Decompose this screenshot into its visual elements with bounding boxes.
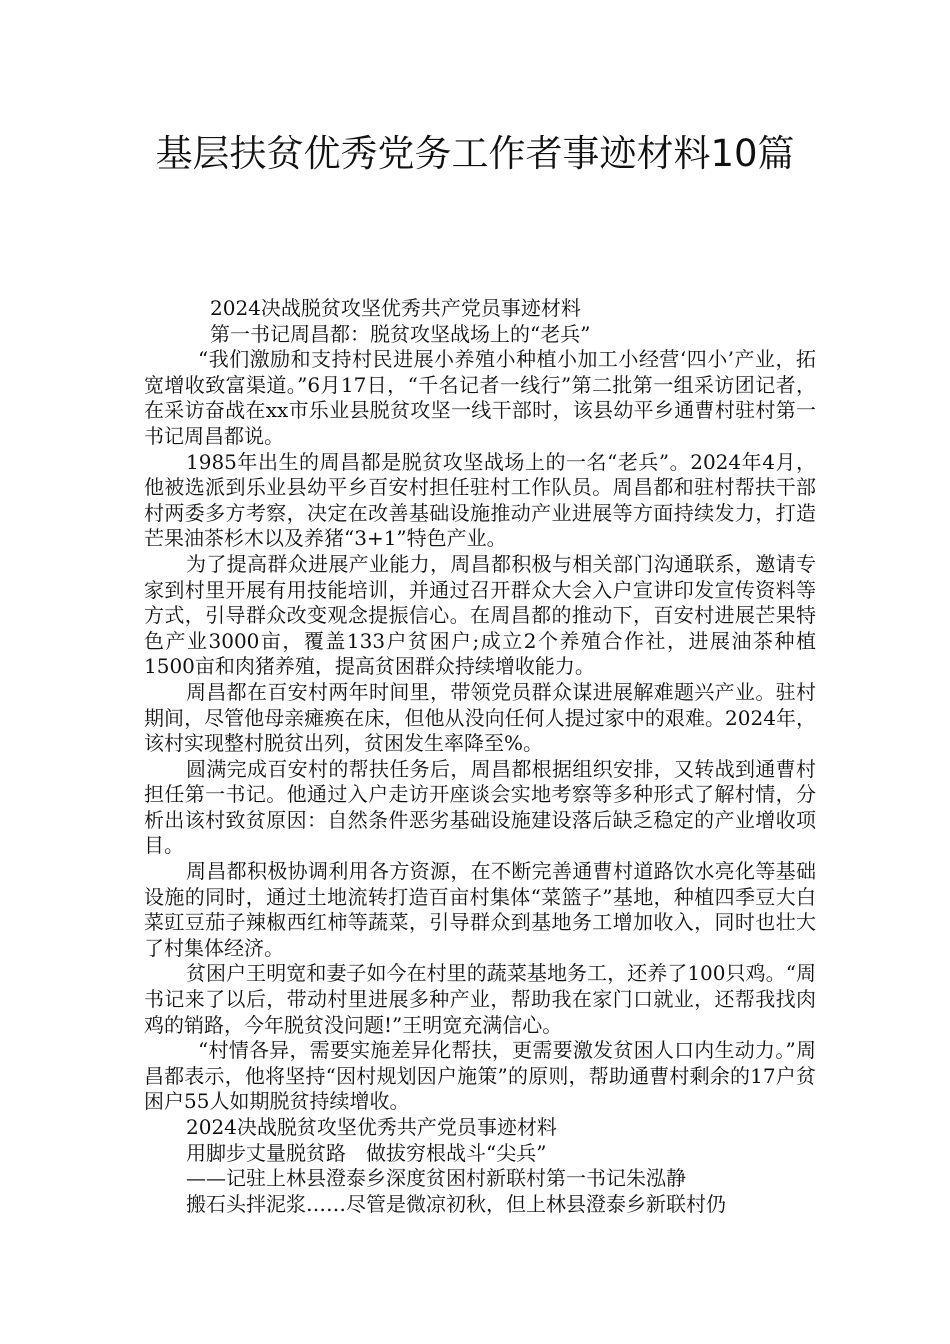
paragraph: 周昌都积极协调利用各方资源，在不断完善通曹村道路饮水亮化等基础设施的同时，通过土地流转打造百亩村集体“菜篮子”基地，种植四季豆大白菜豇豆茄子辣椒西红柿等蔬菜，引导群众到基地务工增加收入，同时也壮大了村集体经济。 [144, 859, 816, 960]
document-title: 基层扶贫优秀党务工作者事迹材料10篇 [155, 132, 795, 175]
section-heading: 2024决战脱贫攻坚优秀共产党员事迹材料 [186, 1115, 557, 1139]
paragraph: 1985年出生的周昌都是脱贫攻坚战场上的一名“老兵”。2024年4月，他被选派到乐业县幼平乡百安村担任驻村工作队员。周昌都和驻村帮扶干部村两委多方考察，决定在改善基础设施推动产业进展等方面持续发力，打造芒果油茶杉木以及养猪“3+1”特色产业。 [144, 449, 816, 551]
paragraph: “村情各异，需要实施差异化帮扶，更需要激发贫困人口内生动力。”周昌都表示，他将坚持“因村规划因户施策”的原则，帮助通曹村剩余的17户贫困户55人如期脱贫持续增收。 [144, 1038, 816, 1114]
paragraph: 为了提高群众进展产业能力，周昌都积极与相关部门沟通联系，邀请专家到村里开展有用技能培训，并通过召开群众大会入户宣讲印发宣传资料等方式，引导群众改变观念提振信心。在周昌都的推动下，百安村进展芒果特色产业3000亩，覆盖133户贫困户;成立2个养殖合作社，进展油茶种植1500亩和肉猪养殖，提高贫困群众持续增收能力。 [144, 551, 816, 679]
paragraph: 周昌都在百安村两年时间里，带领党员群众谋进展解难题兴产业。驻村期间，尽管他母亲瘫痪在床，但他从没向任何人提过家中的艰难。2024年，该村实现整村脱贫出列，贫困发生率降至%。 [144, 679, 816, 756]
article-title: 第一书记周昌都：脱贫攻坚战场上的“老兵” [210, 321, 591, 346]
paragraph: 搬石头拌泥浆……尽管是微凉初秋，但上林县澄泰乡新联村仍 [186, 1191, 726, 1216]
paragraph: 贫困户王明宽和妻子如今在村里的蔬菜基地务工，还养了100只鸡。“周书记来了以后，带动村里进展多种产业，帮助我在家门口就业，还帮我找肉鸡的销路，今年脱贫没问题!”王明宽充满信心。 [144, 961, 816, 1037]
document-body [144, 296, 816, 1217]
paragraph: “我们激励和支持村民进展小养殖小种植小加工小经营‘四小’产业，拓宽增收致富渠道。”6月17日，“千名记者一线行”第二批第一组采访团记者，在采访奋战在xx市乐业县脱贫攻坚一线干部时，该县幼平乡通曹村驻村第一书记周昌都说。 [144, 347, 816, 448]
article-title: 用脚步丈量脱贫路 做拔穷根战斗“尖兵” [186, 1140, 547, 1165]
article-subtitle: ——记驻上林县澄泰乡深度贫困村新联村第一书记朱泓静 [186, 1166, 686, 1191]
paragraph: 圆满完成百安村的帮扶任务后，周昌都根据组织安排，又转战到通曹村担任第一书记。他通过入户走访开座谈会实地考察等多种形式了解村情，分析出该村致贫原因：自然条件恶劣基础设施建设落后缺乏稳定的产业增收项目。 [144, 756, 816, 858]
section-heading: 2024决战脱贫攻坚优秀共产党员事迹材料 [210, 296, 581, 320]
